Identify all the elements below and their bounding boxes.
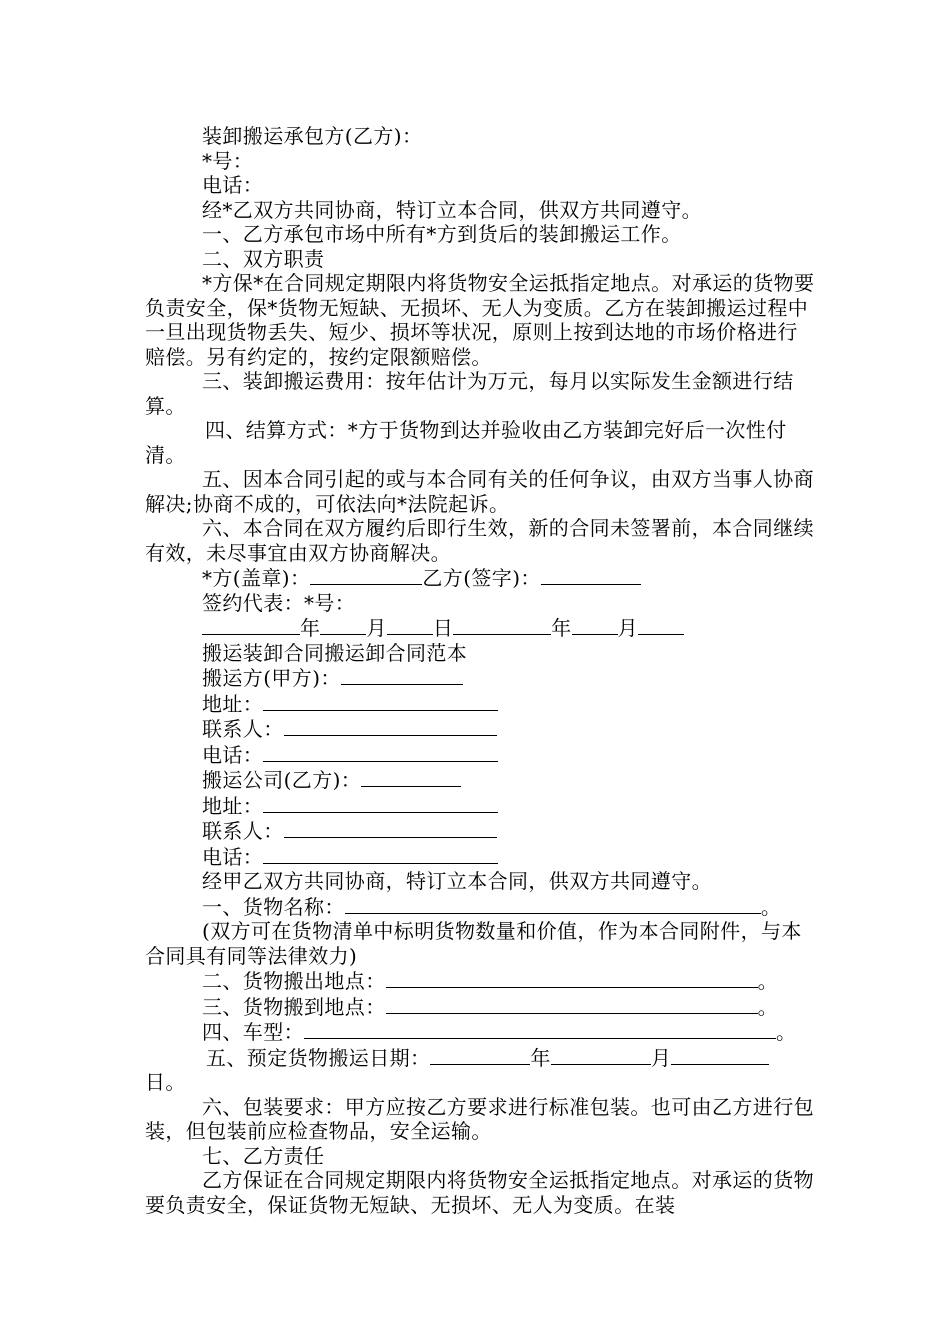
day-blank-2 [638, 615, 684, 635]
year-label: 年 [300, 616, 321, 640]
packaging-clause: 六、包装要求：甲方应按乙方要求进行标准包装。也可由乙方进行包装，但包装前应检查物品，安全运输。 [145, 1094, 814, 1143]
dropoff-label: 三、货物搬到地点： [202, 994, 386, 1019]
pickup-blank [386, 968, 758, 988]
schedule-day-blank [671, 1045, 769, 1065]
vehicle-blank [304, 1019, 776, 1039]
schedule-year-label: 年 [530, 1045, 551, 1070]
party-a-phone-line [145, 742, 815, 768]
vehicle-line [145, 1019, 815, 1045]
period: 。 [760, 894, 782, 919]
party-b-phone-line [145, 844, 815, 870]
contact-label: 联系人： [202, 819, 284, 843]
schedule-year-blank [430, 1045, 530, 1065]
period: 。 [776, 1020, 797, 1044]
clause-1: 一、乙方承包市场中所有*方到货后的装卸搬运工作。 [202, 222, 682, 246]
phone-blank [263, 844, 498, 864]
goods-name-line [145, 894, 815, 920]
date-line [145, 615, 815, 641]
representative-line: 签约代表：*号： [202, 590, 356, 615]
dropoff-line [145, 994, 815, 1020]
id-line: *号： [202, 148, 254, 173]
pickup-line [145, 968, 815, 994]
dropoff-blank [386, 994, 758, 1014]
period: 。 [757, 994, 779, 1019]
party-a-seal-label: *方(盖章)： [202, 566, 311, 590]
party-b-blank [361, 767, 461, 787]
month-blank [320, 615, 366, 635]
schedule-date-line [145, 1045, 815, 1071]
year-blank [202, 615, 300, 635]
contact-label: 联系人： [202, 717, 284, 741]
party-b-line [145, 767, 815, 793]
clause-2-heading: 二、双方职责 [202, 246, 325, 271]
party-a-blank [341, 665, 463, 685]
year-blank-2 [453, 615, 551, 635]
vehicle-label: 四、车型： [202, 1020, 304, 1044]
clause-5: 五、因本合同引起的或与本合同有关的任何争议，由双方当事人协商解决;协商不成的，可依法向*法院起诉。 [145, 467, 814, 516]
schedule-day-end: 日。 [145, 1070, 186, 1094]
year-label-2: 年 [551, 616, 572, 640]
agreement-line: 经*乙双方共同协商，特订立本合同，供双方共同遵守。 [202, 197, 702, 222]
contact-blank [284, 818, 497, 838]
party-b-address-line [145, 793, 815, 819]
schedule-date-label: 五、预定货物搬运日期： [206, 1045, 431, 1070]
phone-label: 电话： [202, 742, 264, 767]
party-b-contact-line [145, 818, 815, 844]
month-label-2: 月 [617, 616, 639, 640]
party-b-sign-blank [541, 565, 641, 585]
party-a-line [145, 665, 815, 691]
address-label: 地址： [202, 793, 264, 818]
schedule-month-label: 月 [650, 1045, 672, 1070]
address-blank [263, 793, 498, 813]
address-label: 地址： [202, 691, 264, 716]
month-label: 月 [366, 616, 387, 640]
contractor-line: 装卸搬运承包方(乙方)： [202, 124, 423, 148]
clause-4: 四、结算方式：*方于货物到达并验收由乙方装卸完好后一次性付清。 [145, 418, 787, 467]
party-b-sign-label: 乙方(签字)： [422, 566, 541, 590]
day-label: 日 [432, 616, 454, 640]
goods-note: (双方可在货物清单中标明货物数量和价值，作为本合同附件，与本合同具有同等法律效力) [145, 919, 802, 968]
pickup-label: 二、货物搬出地点： [202, 969, 386, 993]
clause-2-body: *方保*在合同规定期限内将货物安全运抵指定地点。对承运的货物要负责安全，保*货物无短缺、无损坏、无人为变质。乙方在装卸搬运过程中一旦出现货物丢失、短少、损坏等状况，原则上按到达地的市场价格进行赔偿。另有约定的，按约定限额赔偿。 [145, 271, 815, 369]
schedule-month-blank [551, 1045, 651, 1065]
phone-blank [263, 742, 498, 762]
party-a-seal-blank [310, 565, 422, 585]
party-b-label: 搬运公司(乙方)： [202, 768, 362, 792]
day-blank [387, 615, 433, 635]
clause-7-body: 乙方保证在合同规定期限内将货物安全运抵指定地点。对承运的货物要负责安全，保证货物无短缺、无损坏、无人为变质。在装 [145, 1168, 814, 1217]
phone-line: 电话： [202, 173, 264, 197]
clause-7-heading: 七、乙方责任 [202, 1143, 325, 1168]
agreement-line-2: 经甲乙双方共同协商，特订立本合同，供双方共同遵守。 [202, 869, 712, 893]
contact-blank [284, 716, 497, 736]
clause-3: 三、装卸搬运费用：按年估计为万元，每月以实际发生金额进行结算。 [145, 369, 794, 418]
signature-line [145, 565, 815, 591]
party-a-contact-line [145, 716, 815, 742]
clause-6: 六、本合同在双方履约后即行生效，新的合同未签署前，本合同继续有效，未尽事宜由双方协商解决。 [145, 516, 814, 565]
goods-name-label: 一、货物名称： [202, 894, 345, 919]
phone-label: 电话： [202, 844, 264, 869]
party-a-address-line [145, 691, 815, 717]
contract-text [145, 124, 815, 1217]
month-blank-2 [572, 615, 618, 635]
goods-name-blank [345, 894, 761, 914]
party-a-label: 搬运方(甲方)： [202, 666, 341, 690]
section-title: 搬运装卸合同搬运卸合同范本 [202, 640, 468, 665]
period: 。 [757, 969, 779, 993]
address-blank [263, 691, 498, 711]
